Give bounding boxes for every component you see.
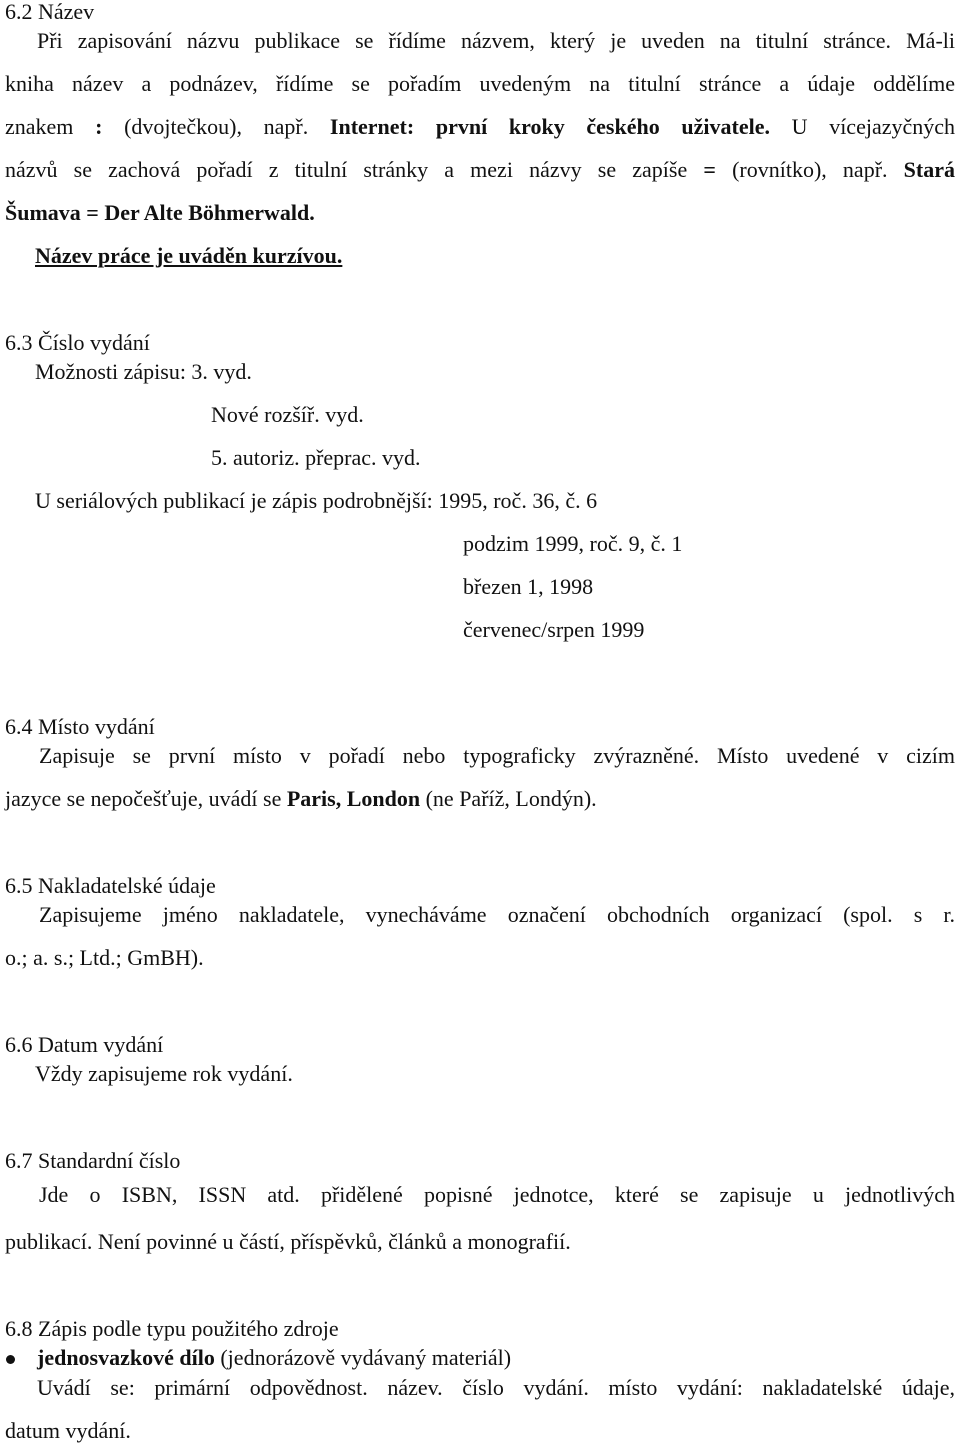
section-heading-6-6	[5, 1032, 163, 1058]
paragraph-line: Možnosti zápisu: 3. vyd.	[35, 359, 252, 384]
heading-text: 6.3 Číslo vydání	[5, 330, 150, 355]
example-line: březen 1, 1998	[463, 574, 594, 599]
paragraph-line: Zapisujeme jméno nakladatele, vynecháváme označení obchodních organizací (spol. s r.	[39, 902, 955, 927]
text-span: U vícejazyčných	[769, 114, 956, 139]
example-line: Nové rozšíř. vyd.	[211, 402, 364, 427]
bold-example-title: Internet: první kroky českého uživatele.	[329, 114, 770, 139]
example-line: 5. autoriz. přeprac. vyd.	[211, 445, 421, 470]
paragraph-line: U seriálových publikací je zápis podrobnější: 1995, roč. 36, č. 6	[35, 488, 598, 513]
section-heading-6-2	[5, 0, 94, 25]
paragraph-line: Jde o ISBN, ISSN atd. přidělené popisné jednotce, které se zapisuje u jednotlivých	[39, 1182, 955, 1207]
section-heading-6-5	[5, 873, 216, 899]
text-span: (dvojtečkou), např.	[102, 114, 330, 139]
paragraph-line: datum vydání.	[5, 1418, 131, 1443]
text-span: jazyce se nepočešťuje, uvádí se	[5, 786, 287, 811]
heading-text: 6.6 Datum vydání	[5, 1032, 164, 1057]
text-span: (rovnítko), např.	[715, 157, 904, 182]
bold-text: :	[95, 114, 103, 139]
paragraph-line: Uvádí se: primární odpovědnost. název. číslo vydání. místo vydání: nakladatelské údaje,	[37, 1375, 955, 1400]
text-span: znakem	[5, 114, 96, 139]
bullet-icon	[6, 1355, 15, 1364]
bold-text: =	[703, 157, 716, 182]
heading-text: 6.8 Zápis podle typu použitého zdroje	[5, 1316, 339, 1341]
section-heading-6-4	[5, 714, 155, 740]
heading-text: 6.4 Místo vydání	[5, 714, 155, 739]
paragraph-line: Při zapisování názvu publikace se řídíme názvem, který je uveden na titulní stránce. Má-li	[37, 28, 955, 53]
paragraph-line: publikací. Není povinné u částí, příspěvků, článků a monografií.	[5, 1229, 571, 1254]
paragraph-line: o.; a. s.; Ltd.; GmBH).	[5, 945, 204, 970]
paragraph-line	[5, 786, 597, 812]
heading-text: 6.5 Nakladatelské údaje	[5, 873, 216, 898]
bullet-item	[37, 1345, 511, 1371]
paragraph-line: Zapisuje se první místo v pořadí nebo typograficky zvýrazněné. Místo uvedené v cizím	[39, 743, 955, 768]
bold-term: jednosvazkové dílo	[37, 1345, 215, 1370]
section-heading-6-8	[5, 1316, 339, 1342]
underlined-note: Název práce je uváděn kurzívou.	[35, 243, 343, 268]
text-span: (ne Paříž, Londýn).	[420, 786, 597, 811]
section-heading-6-7	[5, 1148, 180, 1174]
heading-text: 6.7 Standardní číslo	[5, 1148, 181, 1173]
paragraph-line	[5, 157, 955, 183]
example-line: podzim 1999, roč. 9, č. 1	[463, 531, 683, 556]
section-heading-6-3	[5, 330, 150, 356]
text-span: názvů se zachová pořadí z titulní stránky a mezi názvy se zapíše	[5, 157, 704, 182]
text-span: (jednorázově vydávaný materiál)	[214, 1345, 512, 1370]
paragraph-line: kniha název a podnázev, řídíme se pořadím uvedeným na titulní stránce a údaje oddělíme	[5, 71, 955, 96]
example-line: červenec/srpen 1999	[463, 617, 645, 642]
note-line	[35, 243, 342, 269]
bold-example-title: Šumava = Der Alte Böhmerwald.	[5, 200, 315, 225]
paragraph-line	[5, 200, 315, 226]
bold-example: Paris, London	[286, 786, 421, 811]
paragraph-line	[5, 114, 955, 140]
bold-example-title: Stará	[903, 157, 955, 182]
heading-text: 6.2 Název	[5, 0, 95, 24]
paragraph-line: Vždy zapisujeme rok vydání.	[35, 1061, 293, 1086]
